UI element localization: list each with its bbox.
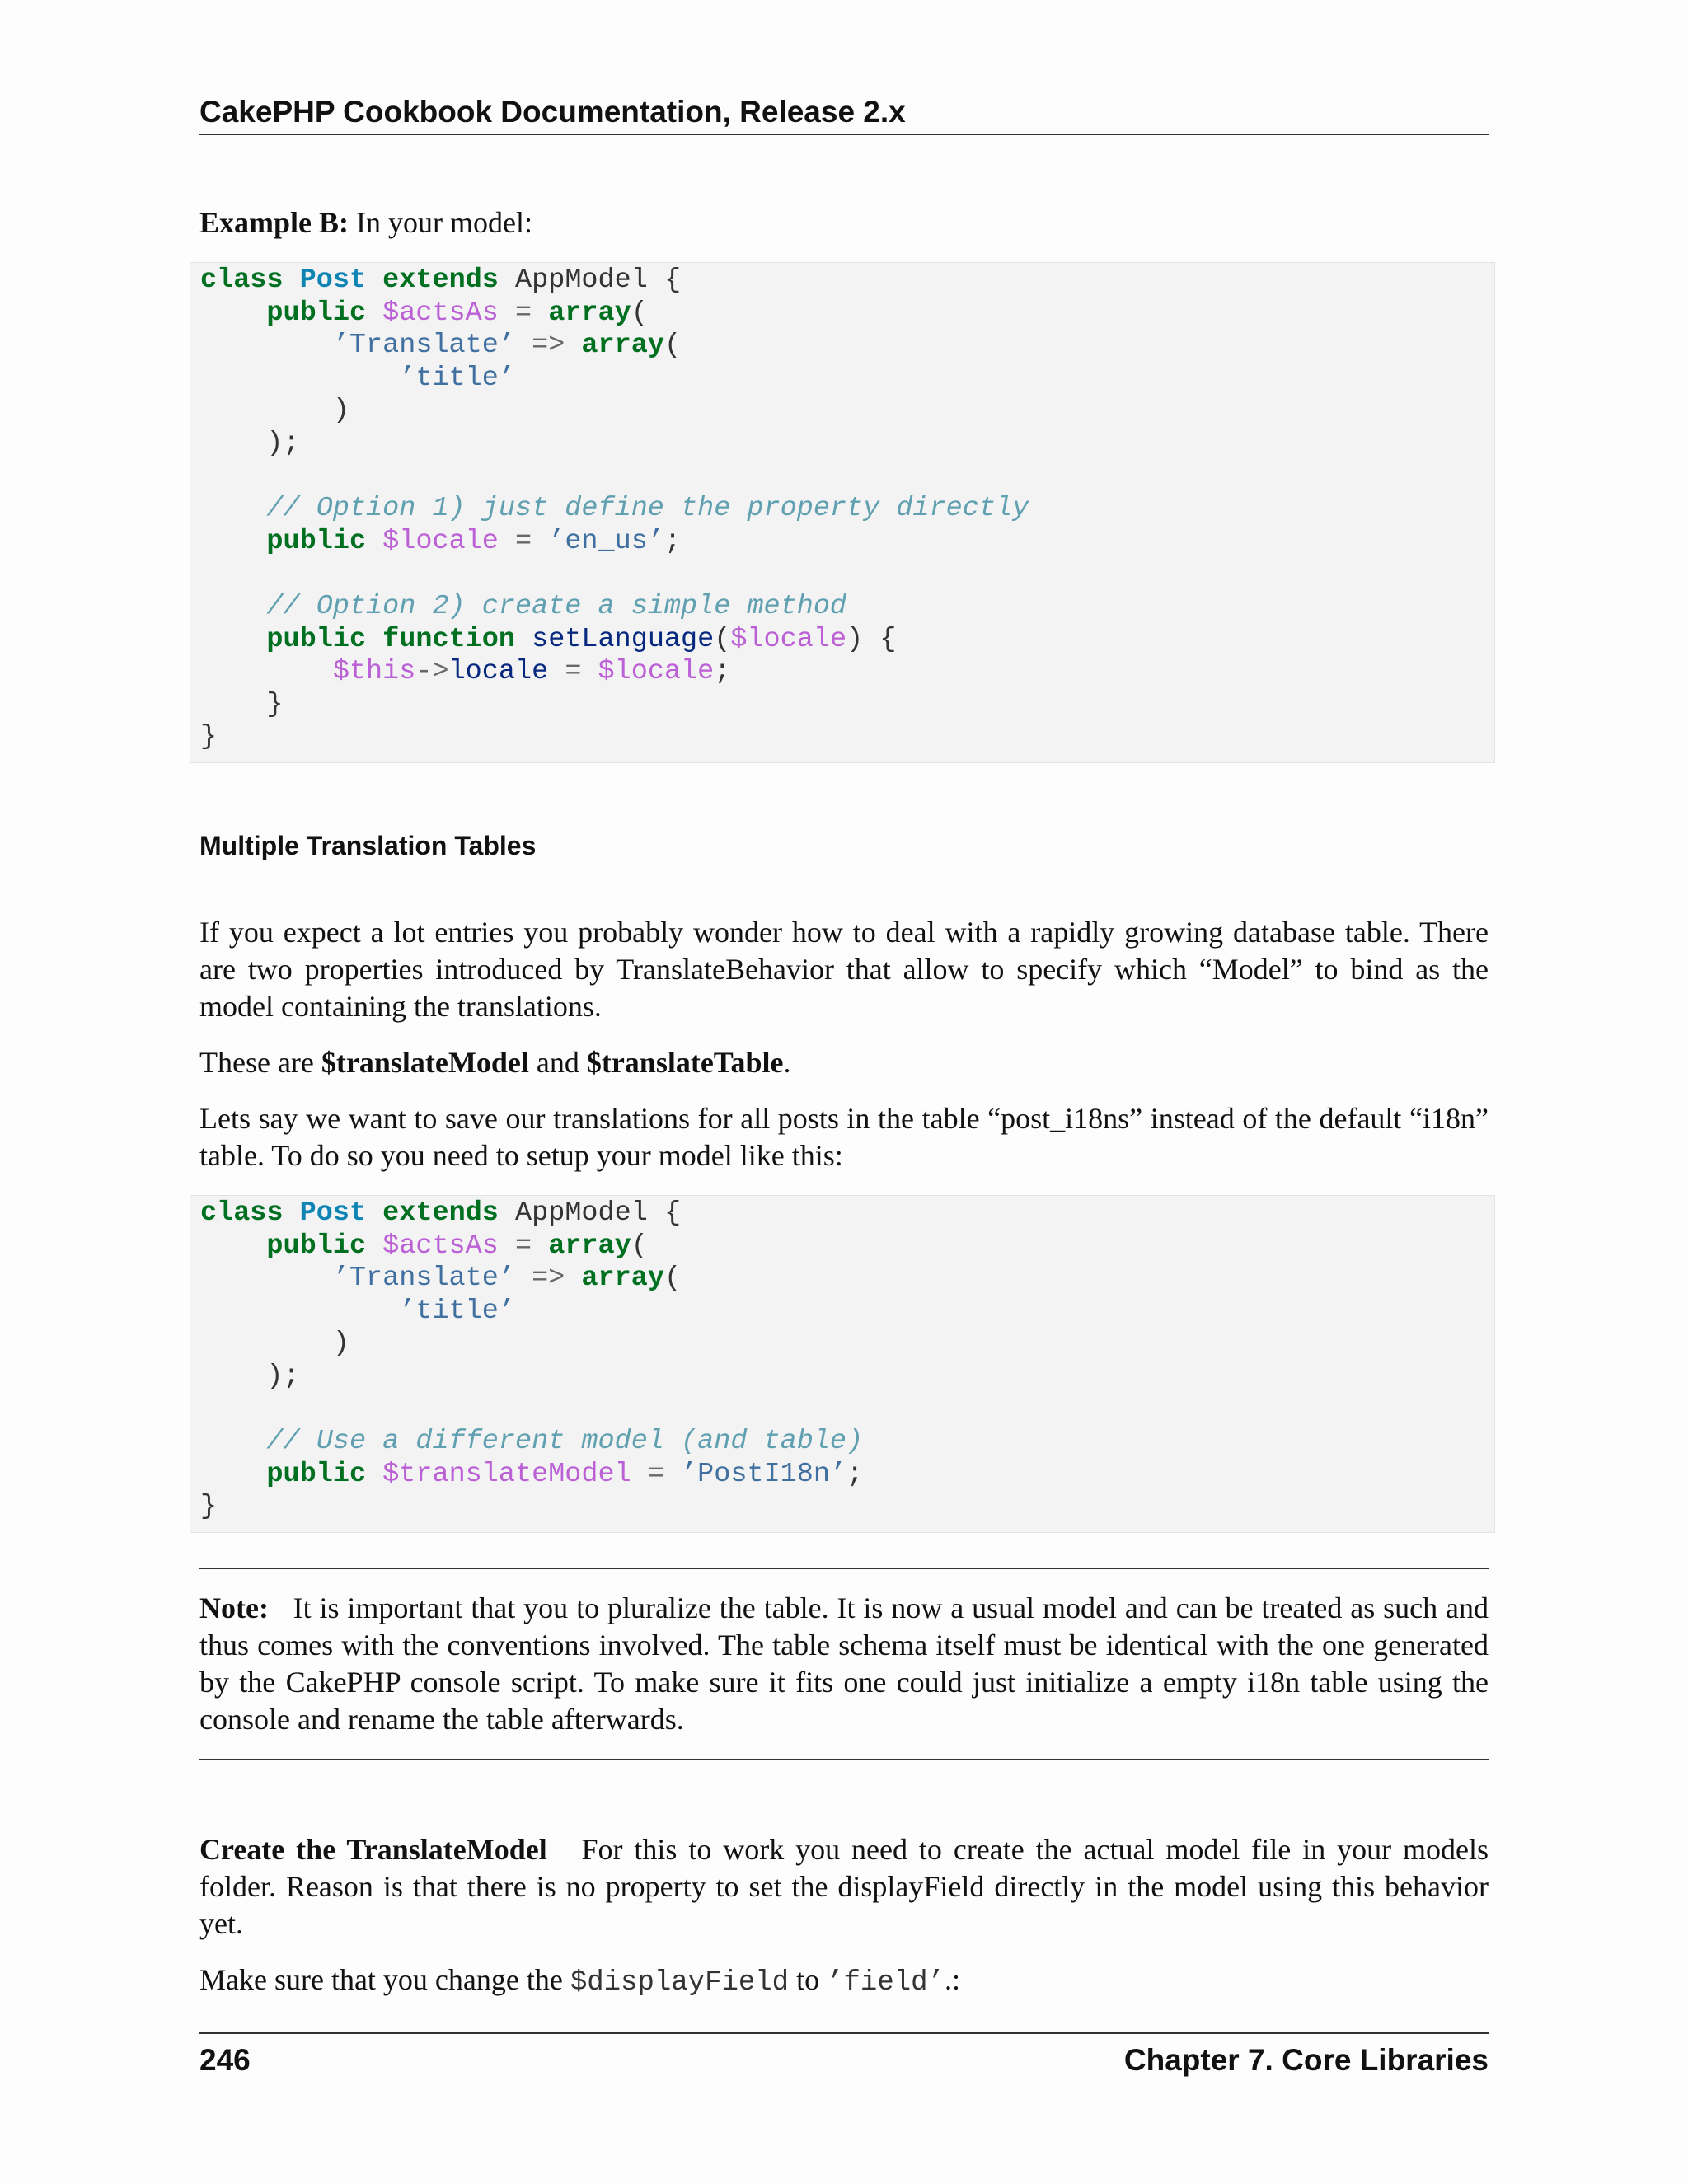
code-line <box>200 656 1484 689</box>
code-token: $locale <box>382 525 499 557</box>
code-token <box>200 1459 266 1490</box>
field-value-code: ’field’ <box>827 1967 945 1999</box>
code-token: class <box>200 265 284 296</box>
code-token: Post <box>299 1197 367 1229</box>
code-token <box>200 298 266 329</box>
code-token <box>515 330 532 361</box>
note-top-rule <box>199 1568 1489 1569</box>
code-token: public <box>266 297 367 329</box>
code-token <box>515 1263 532 1294</box>
code-token: setLanguage <box>532 623 715 655</box>
running-header: CakePHP Cookbook Documentation, Release 2.x <box>199 92 1489 135</box>
code-token: public <box>266 1230 367 1262</box>
page-footer <box>199 2032 1489 2077</box>
code-token: // Option 2) create a simple method <box>266 590 847 622</box>
code-token <box>200 1426 266 1457</box>
code-token <box>631 1459 648 1490</box>
code-token: extends <box>382 1197 499 1229</box>
code-line <box>200 363 1484 396</box>
code-token: array <box>581 330 664 362</box>
code-token <box>664 1459 681 1490</box>
note-box <box>199 1590 1489 1738</box>
code-token: public <box>266 525 367 557</box>
code-token: = <box>515 525 532 557</box>
code-token: ( <box>663 1263 682 1295</box>
code-line <box>200 1361 1484 1394</box>
code-token: AppModel { <box>498 265 682 296</box>
code-token: ’PostI18n’ <box>681 1458 847 1490</box>
page-number: 246 <box>199 2043 251 2077</box>
code-token: ’en_us’ <box>548 525 664 557</box>
text: Make sure that you change the <box>199 1963 570 1996</box>
code-token <box>200 363 399 394</box>
code-token: ) <box>200 1328 349 1360</box>
code-token <box>366 526 382 557</box>
code-token: ( <box>631 297 648 329</box>
code-token <box>366 624 382 655</box>
code-token: = <box>565 656 582 688</box>
code-line <box>200 265 1484 298</box>
code-token: ) <box>200 395 349 427</box>
code-token <box>565 1263 581 1294</box>
code-token: ’title’ <box>399 1295 515 1327</box>
code-token: -> <box>415 656 449 688</box>
code-token: $actsAs <box>382 297 499 329</box>
translate-model-term: $translateModel <box>321 1046 529 1079</box>
code-token <box>366 1459 382 1490</box>
code-line <box>200 461 1484 494</box>
code-token <box>200 656 333 687</box>
code-token: ( <box>714 623 731 655</box>
code-token: ; <box>846 1458 864 1490</box>
code-token <box>284 1197 300 1229</box>
code-line <box>200 721 1484 754</box>
code-token: array <box>548 1230 631 1262</box>
code-line <box>200 1230 1484 1263</box>
code-token: ’Translate’ <box>332 1263 515 1295</box>
paragraph-display-field <box>199 1961 1489 2002</box>
code-token <box>499 1230 515 1262</box>
code-token: } <box>200 1491 218 1523</box>
code-token <box>200 624 266 655</box>
code-line <box>200 1426 1484 1459</box>
text: . <box>783 1046 791 1079</box>
code-token: = <box>515 1230 532 1262</box>
code-token: $locale <box>598 656 715 688</box>
code-line <box>200 1197 1484 1230</box>
code-token <box>284 265 300 296</box>
code-block-translate-model <box>190 1195 1495 1533</box>
code-token <box>565 330 581 361</box>
code-line <box>200 330 1484 363</box>
code-token: $this <box>332 656 416 688</box>
code-token <box>200 1230 266 1262</box>
code-token <box>532 298 548 329</box>
code-token: locale <box>448 656 549 688</box>
code-line <box>200 591 1484 624</box>
code-token: = <box>647 1458 664 1490</box>
code-line <box>200 624 1484 657</box>
code-token <box>366 1230 382 1262</box>
create-model-text: For this to work you need to create the actual model file in your models folder. Reason is that there is no property to set the displayField directly in the model using this behavior yet. <box>199 1833 1489 1940</box>
code-token: ’title’ <box>399 362 515 394</box>
code-token: ( <box>631 1230 648 1262</box>
code-token <box>366 1197 382 1229</box>
code-token <box>366 298 382 329</box>
example-b-intro <box>199 204 1489 241</box>
code-token: } <box>200 721 218 753</box>
example-b-label: Example B: <box>199 206 349 239</box>
code-token: AppModel { <box>498 1197 682 1229</box>
code-line <box>200 526 1484 559</box>
note-bottom-rule <box>199 1759 1489 1760</box>
code-block-example-b <box>190 262 1495 763</box>
text: These are <box>199 1046 321 1079</box>
code-token: public <box>266 623 367 655</box>
code-token: $locale <box>730 623 847 655</box>
code-token <box>532 526 548 557</box>
code-token: ) { <box>846 623 897 655</box>
text: and <box>528 1046 587 1079</box>
code-token: public <box>266 1458 367 1490</box>
code-token: array <box>548 297 631 329</box>
code-line <box>200 1459 1484 1492</box>
display-field-code: $displayField <box>570 1967 790 1999</box>
code-token <box>548 656 565 687</box>
code-token <box>200 493 266 524</box>
code-token <box>200 1263 333 1294</box>
code-token <box>200 330 333 361</box>
code-token: ); <box>200 427 300 459</box>
code-line <box>200 1263 1484 1296</box>
note-label: Note: <box>199 1591 269 1624</box>
code-token: ; <box>714 656 731 688</box>
code-token <box>515 624 532 655</box>
translate-table-term: $translateTable <box>586 1046 784 1079</box>
code-token: $actsAs <box>382 1230 499 1262</box>
section-heading: Multiple Translation Tables <box>199 831 537 860</box>
paragraph-create-model <box>199 1831 1489 1943</box>
code-token: $translateModel <box>382 1458 631 1490</box>
code-token <box>366 265 382 296</box>
code-token <box>200 591 266 622</box>
paragraph-setup: Lets say we want to save our translations for all posts in the table “post_i18ns” instead of the default “i18n” table. To do so you need to setup your model like this: <box>199 1102 1489 1172</box>
code-token <box>532 1230 548 1262</box>
paragraph-properties <box>199 1044 1489 1081</box>
code-token: ’Translate’ <box>332 330 515 362</box>
code-token <box>581 656 598 687</box>
create-model-label: Create the TranslateModel <box>199 1833 547 1866</box>
code-token <box>200 526 266 557</box>
chapter-title: Chapter 7. Core Libraries <box>1123 2043 1489 2077</box>
code-token: // Option 1) just define the property directly <box>266 493 1029 525</box>
code-token: function <box>382 623 515 655</box>
code-line <box>200 298 1484 330</box>
code-line <box>200 1328 1484 1361</box>
code-line <box>200 395 1484 428</box>
code-line <box>200 1394 1484 1427</box>
code-token <box>499 526 515 557</box>
code-token: Post <box>299 265 367 296</box>
text: to <box>789 1963 828 1996</box>
code-line <box>200 493 1484 526</box>
text: .: <box>944 1963 960 1996</box>
code-token: => <box>532 1263 565 1295</box>
code-token: ( <box>663 330 682 362</box>
paragraph-translation-intro: If you expect a lot entries you probably wonder how to deal with a rapidly growing database table. There are two properties introduced by TranslateBehavior that allow to specify which “Model” to bind as the model containing the translations. <box>199 916 1489 1023</box>
code-token: class <box>200 1197 284 1229</box>
code-token: // Use a different model (and table) <box>266 1426 864 1458</box>
example-b-text: In your model: <box>349 206 532 239</box>
code-token: } <box>200 688 284 720</box>
code-token <box>200 1296 399 1327</box>
code-line <box>200 1296 1484 1329</box>
code-token: extends <box>382 265 499 296</box>
code-token: ; <box>663 525 682 557</box>
code-token: array <box>581 1263 664 1295</box>
code-line <box>200 1491 1484 1524</box>
code-line <box>200 428 1484 461</box>
code-token: => <box>532 330 565 362</box>
code-line <box>200 689 1484 722</box>
code-token: = <box>515 297 532 329</box>
note-text: It is important that you to pluralize the table. It is now a usual model and can be treated as such and thus comes with the conventions involved. The table schema itself must be identical with the one generated by the CakePHP console script. To make sure it fits one could just initialize a empty i18n table using the console and rename the table afterwards. <box>199 1591 1489 1736</box>
code-token: ); <box>200 1360 300 1392</box>
code-token <box>499 298 515 329</box>
code-line <box>200 558 1484 591</box>
